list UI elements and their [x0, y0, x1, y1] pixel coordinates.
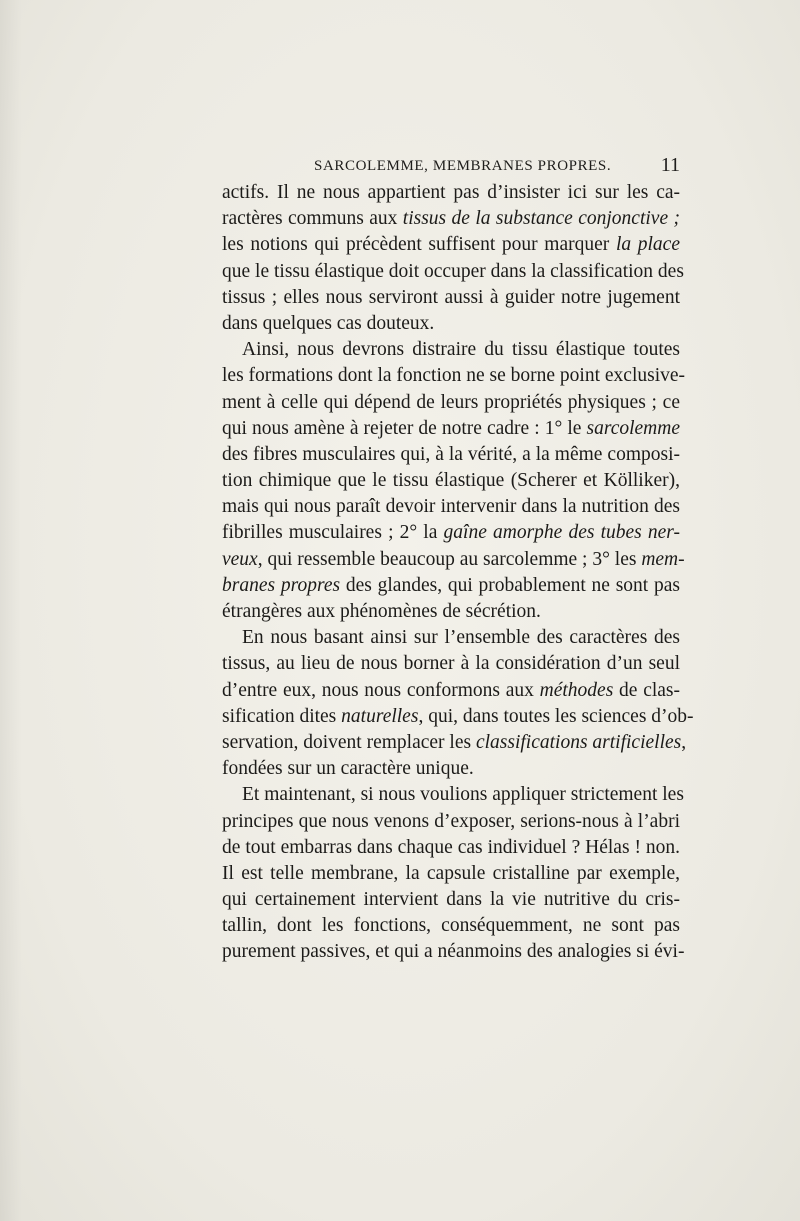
text-line: branes propres des glandes, qui probablement ne sont pas [222, 574, 680, 596]
text-line: dans quelques cas douteux. [222, 312, 435, 334]
text-line: les formations dont la fonction ne se borne point exclusive- [222, 365, 686, 387]
text-line: des fibres musculaires qui, à la vérité, a la même composi- [222, 443, 680, 465]
text-line: mais qui nous paraît devoir intervenir dans la nutrition des [222, 496, 680, 518]
text-line: les notions qui précèdent suffisent pour marquer la place [222, 234, 680, 256]
text-line: ment à celle qui dépend de leurs propriétés physiques ; ce [222, 391, 680, 413]
text-line: actifs. Il ne nous appartient pas d’insister ici sur les ca- [222, 182, 680, 203]
text-line: sification dites naturelles, qui, dans toutes les sciences d’ob- [222, 705, 694, 727]
text-line: En nous basant ainsi sur l’ensemble des caractères des [242, 627, 680, 649]
text-line: purement passives, et qui a néanmoins des analogies si évi- [222, 941, 685, 963]
running-header [222, 154, 680, 182]
text-line: tissus, au lieu de nous borner à la considération d’un seul [222, 653, 680, 675]
running-header-title: SARCOLEMME, MEMBRANES PROPRES. [314, 158, 612, 174]
page-number: 11 [660, 154, 680, 176]
text-line: servation, doivent remplacer les classifications artificielles, [222, 731, 687, 753]
text-line: Ainsi, nous devrons distraire du tissu élastique toutes [242, 339, 680, 361]
page-edge-shadow [0, 0, 22, 1221]
text-line: d’entre eux, nous nous conformons aux méthodes de clas- [222, 679, 681, 701]
text-line: qui certainement intervient dans la vie nutritive du cris- [222, 889, 680, 911]
text-line: veux, qui ressemble beaucoup au sarcolemme ; 3° les mem- [222, 548, 685, 570]
text-line: principes que nous venons d’exposer, serions-nous à l’abri [222, 810, 680, 832]
text-line: que le tissu élastique doit occuper dans la classification des [222, 260, 684, 282]
text-line: ractères communs aux tissus de la substance conjonctive ; [222, 208, 680, 230]
text-line: tallin, dont les fonctions, conséquemment, ne sont pas [222, 915, 680, 937]
text-line: tion chimique que le tissu élastique (Scherer et Kölliker), [222, 470, 680, 492]
text-line: étrangères aux phénomènes de sécrétion. [222, 601, 541, 622]
text-line: qui nous amène à rejeter de notre cadre : 1° le sarcolemme [222, 417, 680, 439]
text-line: Et maintenant, si nous voulions appliquer strictement les [242, 784, 684, 806]
text-line: de tout embarras dans chaque cas individuel ? Hélas ! non. [222, 836, 680, 858]
text-line: Il est telle membrane, la capsule cristalline par exemple, [222, 862, 680, 884]
text-line: tissus ; elles nous serviront aussi à guider notre jugement [222, 286, 680, 308]
text-line: fibrilles musculaires ; 2° la gaîne amorphe des tubes ner- [222, 522, 680, 544]
text-line: fondées sur un caractère unique. [222, 758, 474, 780]
body-text [222, 180, 694, 966]
